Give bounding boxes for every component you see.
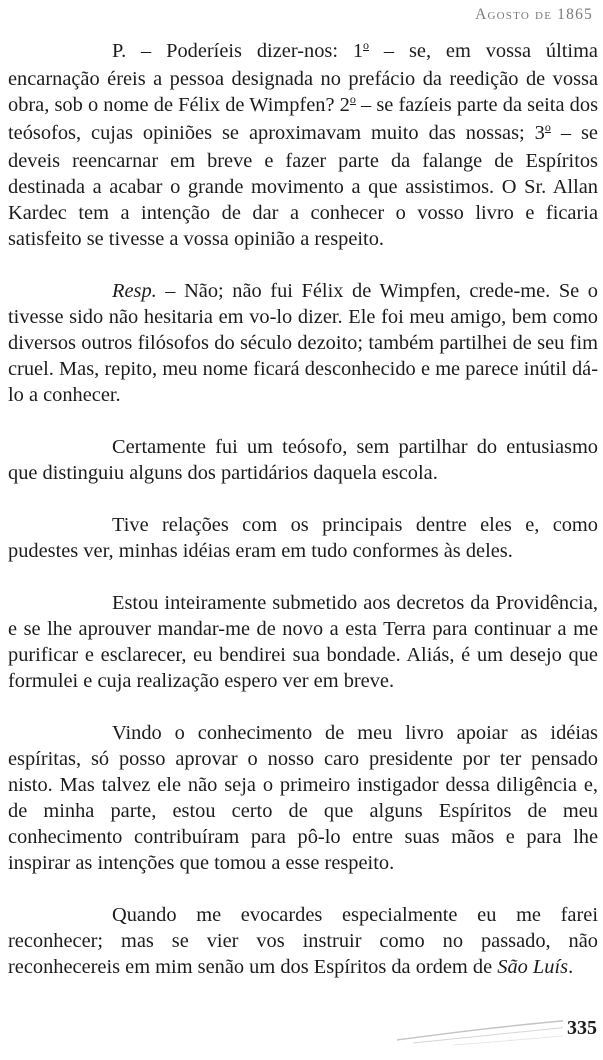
ordinal-superscript-1: o: [363, 38, 370, 52]
question-text-part-1: P. – Poderíeis dizer-nos: 1: [112, 40, 364, 62]
ordinal-superscript-3: o: [544, 120, 551, 134]
paragraph-response: [8, 278, 598, 408]
page-body: [8, 38, 598, 980]
running-header: Agosto de 1865: [475, 6, 593, 23]
page-number: 335: [563, 1017, 597, 1040]
evocation-text: Quando me evocardes especialmente eu me farei reconhecer; mas se vier vos instruir como no passado, não reconhecereis em mim senão um dos Espíritos da ordem de: [8, 904, 598, 978]
question-text-part-3: – se fazíeis parte da seita dos teósofos, cujas opiniões se aproximavam muito das nossas; 3: [8, 94, 599, 144]
sao-luis-italic: São Luís: [497, 956, 569, 978]
folio-swash-ornament: [393, 1012, 583, 1046]
paragraph-theosophist: Certamente fui um teósofo, sem partilhar do entusiasmo que distinguiu alguns dos partidários daquela escola.: [8, 436, 598, 484]
paragraph-relations: Tive relações com os principais dentre eles e, como pudestes ver, minhas idéias eram em tudo conformes às deles.: [8, 514, 598, 562]
paragraph-book: Vindo o conhecimento de meu livro apoiar as idéias espíritas, só posso aprovar o nosso caro presidente por ter pensado nisto. Mas talvez ele não seja o primeiro instigador dessa diligência e, de minha parte, estou certo de que alguns Espíritos de meu conhecimento contribuíram para pô-lo entre suas mãos e para lhe inspirar as intenções que tomou a esse respeito.: [8, 722, 598, 874]
ordinal-superscript-2: o: [349, 92, 356, 106]
paragraph-evocation: [8, 902, 598, 980]
response-text: – Não; não fui Félix de Wimpfen, crede-me. Se o tivesse sido não hesitaria em vo-lo dizer. Ele foi meu amigo, bem como diversos outros filósofos do século dezoito; também partilhei de seu fim cruel. Mas, repito, meu nome ficará desconhecido e me parece inútil dá-lo a conhecer.: [8, 280, 598, 406]
response-label: Resp.: [112, 280, 157, 302]
paragraph-question: [8, 38, 598, 252]
paragraph-providence: Estou inteiramente submetido aos decretos da Providência, e se lhe aprouver mandar-me de novo a esta Terra para continuar a me purificar e esclarecer, eu bendirei sua bondade. Aliás, é um desejo que formulei e cuja realização espero ver em breve.: [8, 592, 598, 692]
final-period: .: [568, 956, 574, 978]
question-text-part-2: – se, em vossa última encarnação éreis a pessoa designada no prefácio da reedição de vossa obra, sob o nome de Félix de Wimpfen? 2: [8, 40, 598, 116]
question-text-part-4: – se deveis reencarnar em breve e fazer parte da falange de Espíritos destinada a acabar o grande movimento a que assistimos. O Sr. Allan Kardec tem a intenção de dar a conhecer o vosso livro e ficaria satisfeito se tivesse a vossa opinião a respeito.: [8, 122, 598, 250]
